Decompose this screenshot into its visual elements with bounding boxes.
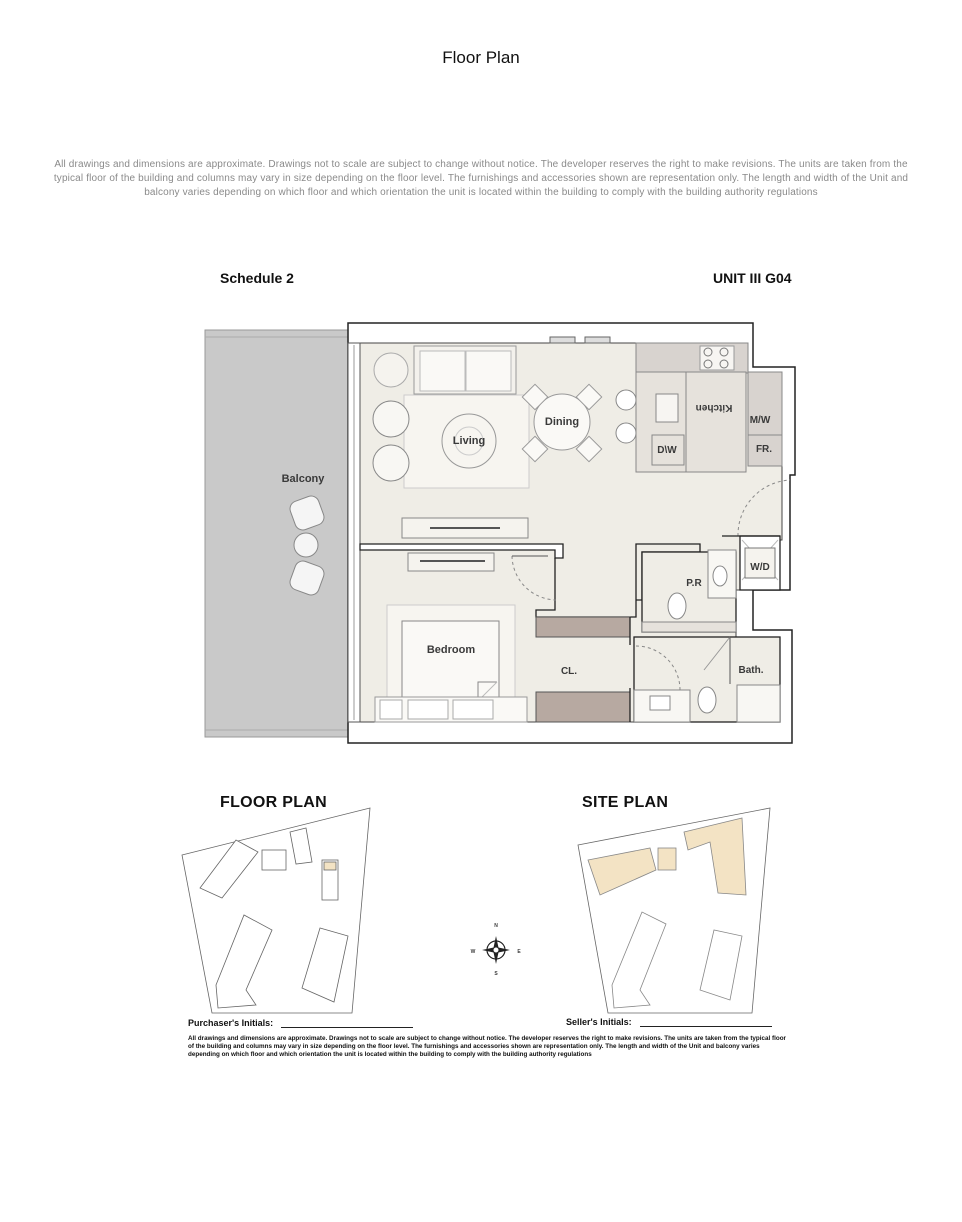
bed bbox=[402, 621, 499, 701]
label-wd: W/D bbox=[750, 562, 770, 573]
seller-initials bbox=[566, 1017, 772, 1027]
schedule-label: Schedule 2 bbox=[220, 270, 294, 286]
balcony-area bbox=[205, 330, 348, 737]
compass-n: N bbox=[494, 923, 498, 929]
seller-initials-line[interactable] bbox=[640, 1017, 772, 1027]
key-site-plan bbox=[578, 808, 770, 1013]
label-pr: P.R bbox=[686, 578, 702, 589]
label-closet: CL. bbox=[560, 666, 578, 677]
label-kitchen: Kitchen bbox=[695, 402, 733, 413]
label-bedroom: Bedroom bbox=[426, 644, 476, 656]
compass-e: E bbox=[517, 949, 521, 955]
page-title: Floor Plan bbox=[442, 48, 520, 67]
label-dining: Dining bbox=[544, 416, 580, 428]
disclaimer-bottom: All drawings and dimensions are approximate. Drawings not to scale are subject to change without notice. The developer reserves the right to make revisions. The units are taken from the typical floor of the building and columns may vary in size depending on the floor level. The furnishings and accessories shown are representation only. The length and width of the Unit and balcony varies depending on which floor and which orientation the unit is located within the building to comply with the building authority regulations bbox=[188, 1035, 787, 1059]
compass-icon bbox=[482, 936, 510, 964]
floor-plan-heading: FLOOR PLAN bbox=[220, 794, 327, 811]
label-dw: D\W bbox=[657, 445, 677, 456]
label-fr: FR. bbox=[755, 444, 773, 455]
label-balcony: Balcony bbox=[281, 473, 325, 485]
label-bath: Bath. bbox=[738, 665, 764, 676]
purchaser-initials bbox=[188, 1018, 413, 1028]
purchaser-initials-label: Purchaser's Initials: bbox=[188, 1018, 274, 1028]
label-living: Living bbox=[452, 435, 486, 447]
key-floor-plan bbox=[182, 808, 370, 1013]
compass-w: W bbox=[470, 949, 476, 955]
closet-top bbox=[536, 617, 630, 637]
unit-label: UNIT III G04 bbox=[713, 270, 792, 286]
disclaimer-top: All drawings and dimensions are approximate. Drawings not to scale are subject to change without notice. The developer reserves the right to make revisions. The units are taken from the typical floor of the building and columns may vary in size depending on the floor level. The furnishings and accessories shown are representation only. The length and width of the Unit and balcony varies depending on which floor and which orientation the unit is located within the building to comply with the building authority regulations bbox=[53, 159, 909, 198]
purchaser-initials-line[interactable] bbox=[281, 1018, 413, 1028]
label-mw: M/W bbox=[749, 415, 771, 426]
compass-s: S bbox=[494, 971, 498, 977]
closet-bottom bbox=[536, 692, 630, 722]
site-plan-heading: SITE PLAN bbox=[582, 794, 669, 811]
seller-initials-label: Seller's Initials: bbox=[566, 1017, 632, 1027]
